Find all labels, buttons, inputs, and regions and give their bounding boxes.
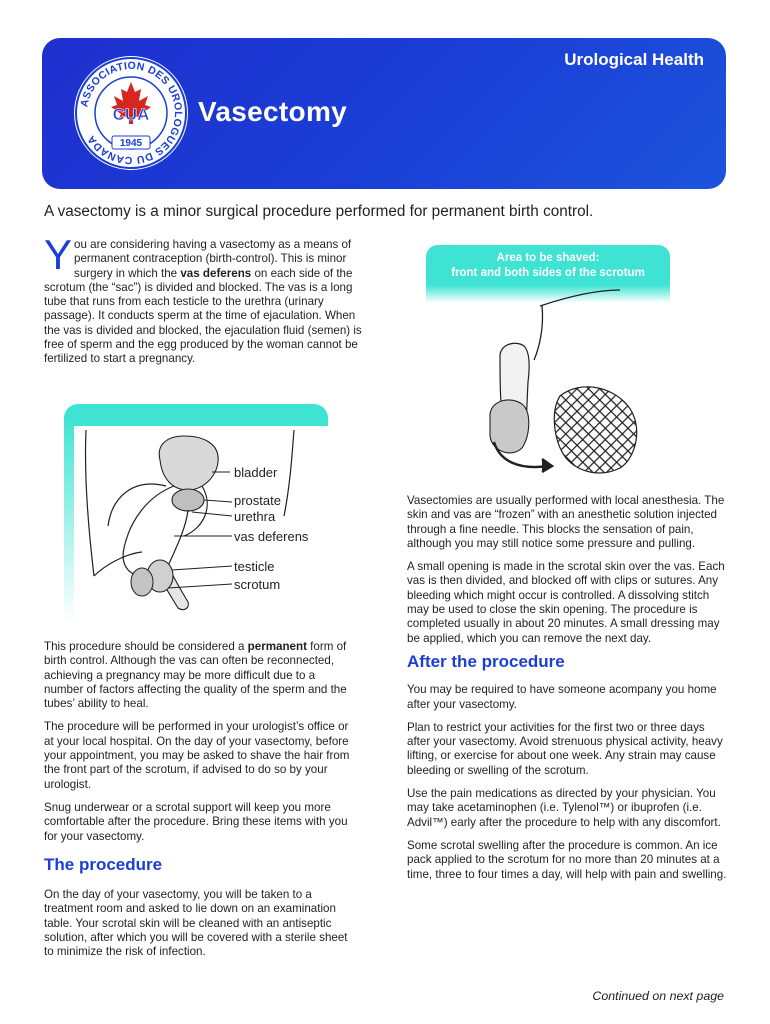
opening-paragraph: A small opening is made in the scrotal skin over the vas. Each vas is then divided, and blocked off with clips or sutures. Any bleeding which might occur is controlled. A dissolving stitch may be used to close the skin opening. The procedure is completed usually in about 20 minutes. A small dressing may be applied, which you can remove the next day. bbox=[407, 560, 725, 645]
testicle-icon bbox=[131, 560, 173, 596]
cua-logo bbox=[72, 54, 190, 172]
label-scrotum: scrotum bbox=[234, 577, 281, 592]
logo-ring-text: ASSOCIATION DES UROLOGUES DU CANADA bbox=[78, 59, 185, 167]
label-testicle: testicle bbox=[234, 559, 275, 574]
label-leader-lines bbox=[168, 472, 232, 588]
bladder-icon bbox=[159, 436, 218, 490]
underwear-paragraph: Snug underwear or a scrotal support will keep you more comfortable after the procedure. Bring these items with you for your vasectomy. bbox=[44, 800, 348, 843]
continued-note: Continued on next page bbox=[592, 989, 724, 1003]
medication-paragraph: Use the pain medications as directed by your physician. You may take acetaminophen (i.e. Tylenol™) or ibuprofen (i.e. Advil™) early after the procedure to help with any discomfort. bbox=[407, 787, 721, 829]
term-permanent: permanent bbox=[247, 640, 307, 653]
shave-area-illustration bbox=[430, 286, 680, 486]
logo-year: 1945 bbox=[119, 138, 143, 149]
label-urethra: urethra bbox=[234, 509, 276, 524]
shave-area-caption: Area to be shaved: front and both sides of the scrotum bbox=[451, 252, 645, 279]
term-vas-deferens: vas deferens bbox=[180, 266, 252, 280]
heading-after-the-procedure: After the procedure bbox=[407, 651, 565, 671]
label-bladder: bladder bbox=[234, 465, 278, 480]
anatomy-diagram bbox=[64, 416, 328, 622]
anesthesia-paragraph: Vasectomies are usually performed with local anesthesia. The skin and vas are “frozen” with an anesthetic solution injected through a fine needle. This blocks the sensation of pain, although you may still notice some pressure and pulling. bbox=[407, 494, 725, 550]
intro-sentence: A vasectomy is a minor surgical procedure performed for permanent birth control. bbox=[44, 203, 594, 220]
heading-the-procedure: The procedure bbox=[44, 854, 163, 874]
shaved-area-mesh bbox=[554, 387, 636, 473]
intro-paragraph: You are considering having a vasectomy as a means of permanent contraception (birth-control). This is minor surgery in which the vas deferens on each side of the scrotum (the “sac”) is divided and blocked. The vas is a long tube that runs from each testicle to the urethra (urinary passage). It conducts sperm at the time of ejaculation. When the vas is divided and blocked, the ejaculation fluid (semen) is free of sperm and the egg produced by the woman cannot be fertilized to start a pregnancy. bbox=[44, 231, 362, 366]
accompany-paragraph: You may be required to have someone acompany you home after your vasectomy. bbox=[407, 683, 717, 711]
column-right-body bbox=[407, 494, 727, 891]
swelling-paragraph: Some scrotal swelling after the procedure is common. An ice pack applied to the scrotum for no more than 20 minutes at a time, three to four times a day, will help with pain and swelling. bbox=[407, 838, 727, 881]
label-vas-deferens: vas deferens bbox=[234, 529, 309, 544]
location-paragraph: The procedure will be performed in your urologist’s office or at your local hospital. On the day of your vasectomy, before your appointment, you may be asked to shave the hair from the front part of the scrotum, if advised to do so by your urologist. bbox=[44, 720, 350, 791]
body-outline bbox=[534, 290, 620, 360]
section-title: Urological Health bbox=[564, 50, 704, 69]
column-left-body bbox=[44, 640, 356, 969]
label-prostate: prostate bbox=[234, 493, 281, 508]
logo-initials: CUA bbox=[112, 105, 150, 124]
prostate-icon bbox=[172, 489, 204, 511]
header-banner bbox=[42, 38, 726, 189]
drop-cap: Y bbox=[44, 231, 73, 278]
permanent-paragraph: This procedure should be considered a permanent form of birth control. Although the vas can often be reconnected, achieving a pregnancy may be more difficult due to a number of factors affecting the quality of the sperm and the tubes’ ability to heal. bbox=[44, 640, 347, 711]
procedure-paragraph: On the day of your vasectomy, you will be taken to a treatment room and asked to lie down on an examination table. Your scrotal skin will be cleaned with an antiseptic solution, after which you will be covered with a sterile sheet to minimize the risk of infection. bbox=[44, 888, 348, 959]
page-title: Vasectomy bbox=[198, 96, 348, 127]
restrict-paragraph: Plan to restrict your activities for the first two or three days after your vasectomy. Avoid strenuous physical activity, heavy lifting, or exercise for about one week. Any strain may cause bleeding or swelling of the scrotum. bbox=[407, 720, 723, 777]
